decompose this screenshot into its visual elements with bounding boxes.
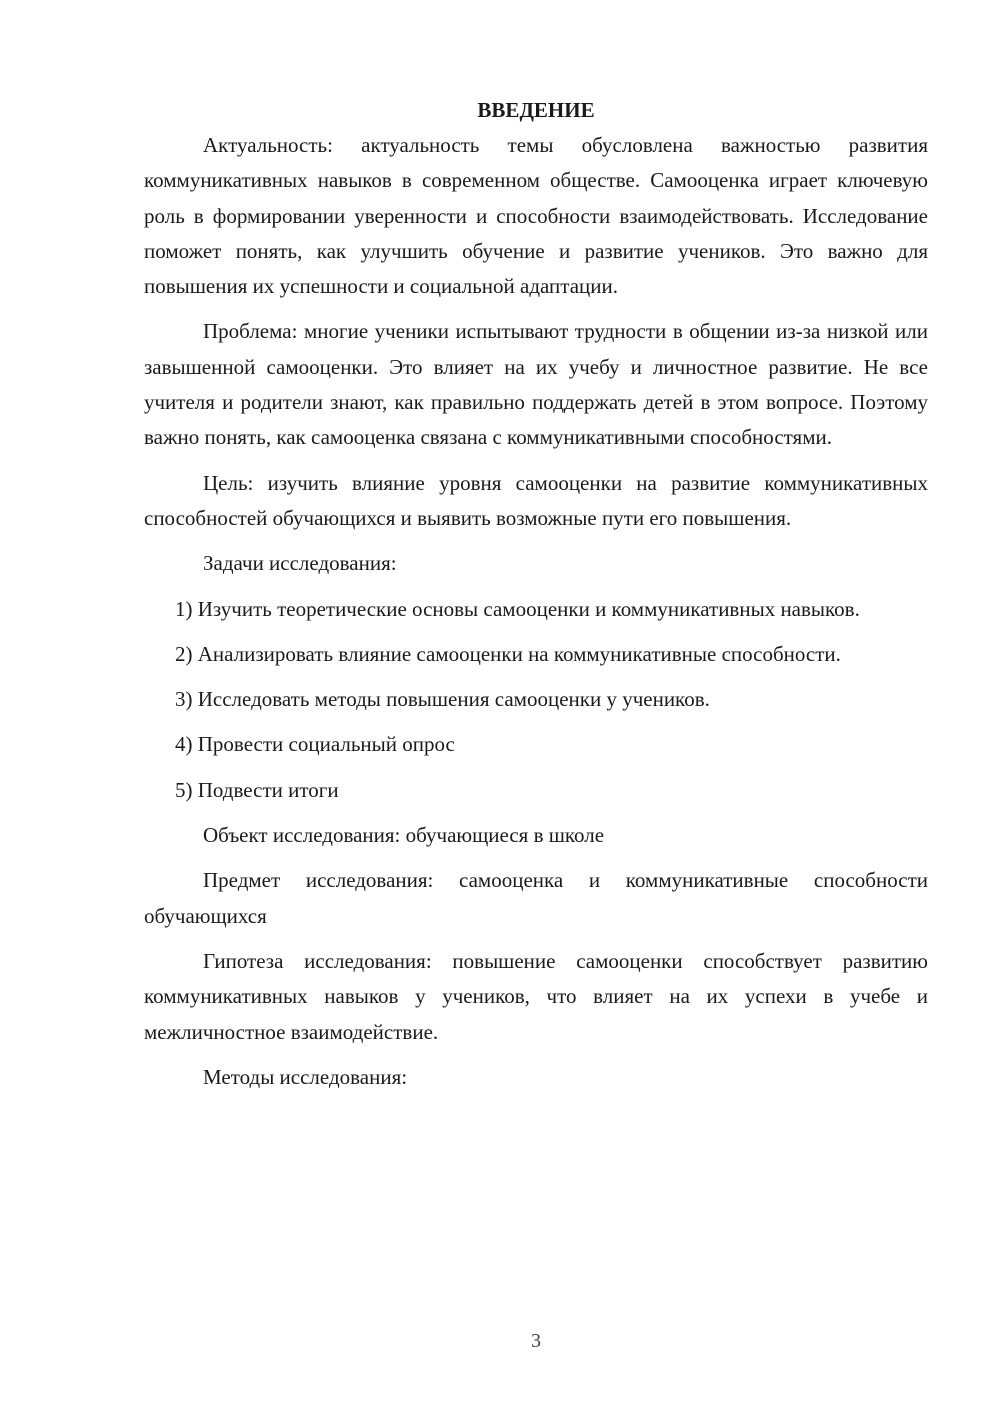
- task-item: 1) Изучить теоретические основы самооценки и коммуникативных навыков.: [175, 596, 860, 621]
- document-page: [144, 92, 928, 1105]
- page-number: 3: [531, 1330, 541, 1352]
- section-title: ВВЕДЕНИЕ: [477, 98, 595, 122]
- task-item: 3) Исследовать методы повышения самооценки у учеников.: [175, 687, 710, 712]
- task-item: 4) Провести социальный опрос: [175, 732, 455, 757]
- hypothesis-paragraph: Гипотеза исследования: повышение самооценки способствует развитию коммуникативных навыков у учеников, что влияет на их успехи в учебе и межличностное взаимодействие.: [144, 948, 928, 1044]
- relevance-paragraph: Актуальность: актуальность темы обусловлена важностью развития коммуникативных навыков в современном обществе. Самооценка играет ключевую роль в формировании уверенности и способности взаимодействовать. Исследование поможет понять, как улучшить обучение и развитие учеников. Это важно для повышения их успешности и социальной адаптации.: [144, 133, 928, 299]
- problem-paragraph: Проблема: многие ученики испытывают трудности в общении из-за низкой или завышенной самооценки. Это влияет на их учебу и личностное развитие. Не все учителя и родители знают, как правильно поддержать детей в этом вопросе. Поэтому важно понять, как самооценка связана с коммуникативными способностями.: [144, 319, 928, 450]
- tasks-heading: Задачи исследования:: [203, 551, 397, 576]
- methods-heading: Методы исследования:: [203, 1064, 408, 1089]
- goal-paragraph: Цель: изучить влияние уровня самооценки на развитие коммуникативных способностей обучающихся и выявить возможные пути его повышения.: [144, 470, 928, 530]
- object-paragraph: Объект исследования: обучающиеся в школе: [203, 823, 605, 848]
- subject-paragraph: Предмет исследования: самооценка и коммуникативные способности обучающихся: [144, 868, 928, 928]
- task-item: 2) Анализировать влияние самооценки на коммуникативные способности.: [175, 641, 841, 666]
- task-item: 5) Подвести итоги: [175, 777, 339, 802]
